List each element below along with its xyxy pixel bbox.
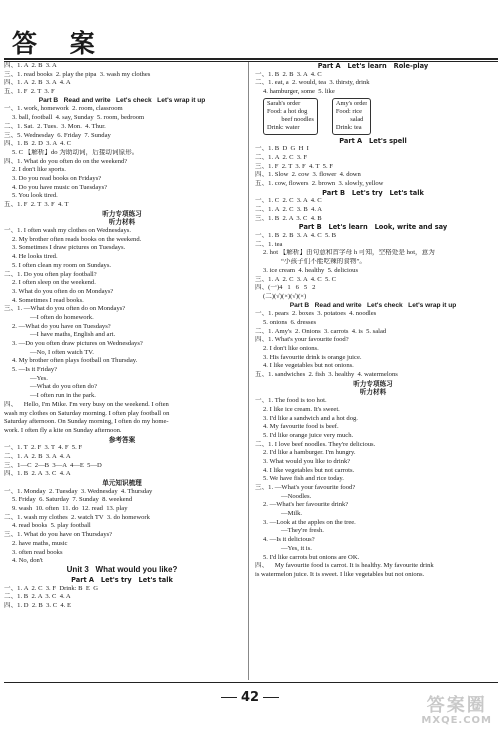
- answer-line: 5. I'd like orange juice very much.: [263, 431, 354, 439]
- answer-line: 4. —Is it delicious?: [263, 536, 315, 544]
- answer-line: 4. He looks tired.: [12, 253, 58, 261]
- answer-line: 4. Do you have music on Tuesdays?: [12, 183, 108, 191]
- answer-line: 4. No, don't: [12, 557, 43, 565]
- answer-line: —Noodles.: [281, 492, 312, 500]
- answer-line: 三、1. read books 2. play the pipa 3. wash my clothes: [4, 70, 151, 78]
- answer-line: 一、1. A 2. C 3. F Drink: B E G: [4, 584, 98, 592]
- order-line: Sarah's order: [267, 99, 301, 107]
- footer-rule: [4, 682, 498, 683]
- answer-line: 4. I like vegetables but not carrots.: [263, 466, 355, 474]
- answer-line: 二、1. tea: [255, 240, 283, 248]
- answer-line: 5. Friday 6. Saturday 7. Sunday 8. weekend: [12, 496, 133, 504]
- answer-line: 三、1. —What's your favourite food?: [255, 484, 356, 491]
- answer-line: 3. What would you like to drink?: [263, 457, 351, 465]
- answer-line: 3. His favourite drink is orange juice.: [263, 353, 362, 361]
- answer-line: work. I often fly a kite on Sunday afternoon.: [4, 426, 122, 434]
- answer-line: 4. I like vegetables but not onions.: [263, 362, 354, 370]
- page-number-dash-left: [221, 697, 237, 698]
- answer-line: 三、5. Wednesday 6. Friday 7. Sunday: [4, 131, 111, 139]
- order-line: Drink: tea: [335, 124, 362, 132]
- order-line: Food: a hot dog: [267, 107, 308, 115]
- section-heading: 参考答案: [108, 435, 136, 444]
- answer-line: 5. I often clean my room on Sundays.: [12, 261, 112, 269]
- answer-line: 5. I'd like carrots but onions are OK.: [263, 553, 360, 561]
- section-heading: Part B Let's learn Look, write and say: [298, 223, 448, 232]
- answer-line: 一、1. B 2. B 3. A 4. C: [255, 70, 322, 78]
- answer-line: 3. Sometimes I draw pictures on Tuesdays.: [12, 244, 126, 252]
- page-number-dash-right: [263, 697, 279, 698]
- answer-line: 2. hot 【解析】由句意和首字母 h 可知，空格处是 hot，意为: [263, 249, 435, 257]
- answer-line: 二、1. A 2. C 3. F: [255, 153, 308, 161]
- answer-line: 2. I like ice cream. It's sweet.: [263, 405, 340, 413]
- order-line: Food: rice: [335, 107, 362, 115]
- answer-line: 四、1. D 2. B 3. C 4. E: [4, 601, 72, 609]
- answer-line: 二、1. Sat. 2. Tues. 3. Mon. 4. Thur.: [4, 122, 106, 130]
- answer-line: 二、1. B 2. A 3. C 4. A: [4, 593, 71, 601]
- answer-line: 四、1. B 2. A 3. C 4. A: [4, 470, 71, 478]
- answer-line: —I often run in the park.: [30, 392, 96, 400]
- answer-line: 二、1. wash my clothes 2. watch TV 3. do homework: [4, 513, 150, 521]
- answer-line: 3. often read books: [12, 548, 63, 556]
- answer-line: —I often do homework.: [30, 313, 94, 321]
- answer-line: “小孩子们不能吃辣的食物”。: [281, 258, 366, 266]
- answer-line: 5. We have fish and rice today.: [263, 475, 344, 483]
- answer-line: 三、1. A 2. C 3. A 4. C 5. C: [255, 275, 336, 283]
- answer-line: 四、1. What's your favourite food?: [255, 336, 349, 344]
- answer-line: 3. ball, football 4. say, Sunday 5. room, bedroom: [12, 114, 145, 122]
- section-heading: Part A Let's try Let's talk: [71, 575, 173, 584]
- column-divider: [248, 62, 249, 680]
- answer-line: Saturday afternoon. On Sunday morning, I often do my home-: [4, 418, 169, 426]
- answer-line: (二)(√)(×)(√)(×): [263, 292, 307, 300]
- section-heading: Part B Read and write Let's check Let's wrap it up: [289, 301, 457, 309]
- answer-line: 3. I'd like a sandwich and a hot dog.: [263, 414, 358, 422]
- answer-line: —They're fresh.: [281, 527, 324, 535]
- answer-line: 3. Do you read books on Fridays?: [12, 174, 102, 182]
- answer-line: 2. —What do you have on Tuesdays?: [12, 322, 111, 330]
- order-line: salad: [335, 116, 364, 124]
- answer-line: 2. have maths, music: [12, 539, 68, 547]
- answer-line: 3. What do you often do on Mondays?: [12, 287, 114, 295]
- order-boxes: [255, 98, 491, 135]
- answer-line: 4. Sometimes I read books.: [12, 296, 84, 304]
- section-heading: Part B Let's try Let's talk: [322, 188, 424, 197]
- answer-line: 2. —What's her favourite drink?: [263, 501, 349, 509]
- answer-line: 五、1. cow, flowers 2. brown 3. slowly, yellow: [255, 179, 384, 187]
- answer-line: wash my clothes on Saturday morning. I often play football on: [4, 409, 170, 417]
- answer-line: —What do you often do?: [30, 383, 98, 391]
- section-heading: Part A Let's spell: [339, 136, 407, 145]
- order-line: beef noodles: [267, 116, 314, 124]
- section-heading: Unit 3 What would you like?: [66, 565, 178, 574]
- answer-line: 四、1. A 2. B 3. A 4. A: [4, 79, 71, 87]
- order-line: Amy's order: [335, 99, 368, 107]
- answer-line: —Milk.: [281, 510, 303, 518]
- answer-line: 三、1. B 2. A 3. C 4. B: [255, 214, 322, 222]
- answer-line: 2. I don't like sports.: [12, 166, 66, 174]
- section-heading: 听力专项练习: [102, 209, 142, 218]
- answer-line: 五、1. F 2. T 3. F: [4, 88, 55, 96]
- answer-line: 二、1. I love beef noodles. They're delicious.: [255, 440, 376, 448]
- answer-line: 5. You look tired.: [12, 192, 58, 200]
- answer-line: 4. My brother often plays football on Thursday.: [12, 357, 138, 365]
- answer-line: 二、1. eat, a 2. would, tea 3. thirsty, drink: [255, 79, 370, 87]
- answer-line: 三、1. F 2. T 3. F 4. T 5. F: [255, 162, 333, 170]
- section-heading: 单元知识梳理: [102, 479, 142, 487]
- section-heading: 听力专项练习: [353, 379, 393, 388]
- answer-line: 一、1. Monday 2. Tuesday 3. Wednesday 4. Thursday: [4, 487, 153, 495]
- answer-line: 四、(一)4 1 6 5 2: [255, 284, 316, 292]
- answer-line: 四、1. Slow 2. cow 3. flower 4. down: [255, 171, 361, 179]
- watermark-logo: [421, 696, 492, 726]
- answer-line: 4. My favourite food is beef.: [263, 423, 339, 431]
- answer-line: 四、 Hello, I'm Mike. I'm very busy on the weekend. I often: [4, 400, 169, 408]
- section-heading: 听力材料: [359, 388, 387, 397]
- order-line: Drink: water: [267, 124, 300, 132]
- answer-line: 2. I'd like a hamburger. I'm hungry.: [263, 449, 356, 457]
- answer-line: 四、1. B 2. D 3. A 4. C: [4, 140, 72, 148]
- answer-line: 一、1. pears 2. boxes 3. potatoes 4. noodles: [255, 310, 377, 318]
- answer-line: —Yes, it is.: [281, 544, 312, 552]
- answer-line: 二、1. A 2. B 3. A 4. A: [4, 452, 71, 460]
- answer-line: 一、1. I often wash my clothes on Wednesdays.: [4, 227, 131, 235]
- answer-line: 五、1. sandwiches 2. fish 3. healthy 4. watermelons: [255, 371, 398, 379]
- answer-line: 三、1. —What do you often do on Mondays?: [4, 305, 126, 313]
- right-column-bottom: [255, 137, 491, 580]
- right-column: [255, 62, 491, 580]
- answer-line: 5. onions 6. dresses: [263, 318, 317, 326]
- left-column: [4, 62, 240, 611]
- answer-line: —No, I often watch TV.: [30, 348, 94, 356]
- answer-line: 一、1. The food is too hot.: [255, 397, 327, 405]
- answer-line: —I have maths, English and art.: [30, 331, 116, 339]
- answer-line: 4. hamburger, some 5. like: [263, 88, 335, 96]
- watermark-main: 答案圈: [426, 695, 487, 716]
- answer-line: 2. I don't like onions.: [263, 345, 319, 352]
- answer-line: is watermelon juice. It is sweet. I like vegetables but not onions.: [255, 570, 425, 578]
- answer-line: 3. —Do you often draw pictures on Wednesdays?: [12, 340, 143, 347]
- answer-line: 二、1. Do you often play football?: [4, 270, 97, 278]
- answer-line: 三、1. What do you have on Thursdays?: [4, 531, 113, 539]
- watermark-sub: MXQE.COM: [421, 715, 492, 726]
- answer-line: 四、1. What do you often do on the weekend?: [4, 157, 128, 165]
- answer-line: 5. C 【解析】do 为助动词，后接动词原形。: [12, 148, 139, 156]
- answer-line: 四、 My favourite food is carrot. It is healthy. My favourite drink: [255, 562, 434, 570]
- answer-line: 3. —Look at the apples on the tree.: [263, 518, 356, 526]
- answer-line: 一、1. work, homework 2. room, classroom: [4, 105, 123, 113]
- answer-line: 三、1—C 2—B 3—A 4—E 5—D: [4, 461, 102, 469]
- answer-line: 一、1. T 2. F 3. T 4. F 5. F: [4, 444, 83, 452]
- page-title: 答 案: [12, 29, 107, 58]
- answer-line: 4. read books 5. play football: [12, 522, 91, 530]
- section-heading: Part B Read and write Let's check Let's wrap it up: [38, 96, 206, 104]
- answer-line: 五、1. F 2. T 3. F 4. T: [4, 201, 69, 208]
- answer-line: 2. I often sleep on the weekend.: [12, 279, 96, 287]
- page-number-text: 42: [240, 690, 260, 705]
- section-heading: 听力材料: [108, 218, 136, 227]
- answer-line: 一、1. B 2. B 3. A 4. C 5. B: [255, 232, 336, 240]
- answer-line: 5. —Is it Friday?: [12, 366, 58, 374]
- section-heading: Part A Let's learn Role-play: [317, 62, 429, 70]
- answer-line: 四、1. A 2. B 3. A: [4, 62, 57, 69]
- answer-line: 3. ice cream 4. healthy 5. delicious: [263, 266, 359, 274]
- answer-line: 二、1. Amy's 2. Onions 3. carrots 4. is 5. salad: [255, 327, 387, 335]
- header-rule: [4, 58, 498, 60]
- answer-line: —Yes.: [30, 374, 48, 382]
- answer-line: 2. My brother often reads books on the weekend.: [12, 235, 142, 243]
- answer-line: 一、1. B D G H I: [255, 145, 309, 153]
- order-box: [332, 98, 372, 135]
- right-column-top: [255, 62, 491, 97]
- answer-line: 二、1. A 2. C 3. B 4. A: [255, 206, 323, 213]
- answer-line: 一、1. C 2. C 3. A 4. C: [255, 197, 322, 205]
- answer-line: 9. wash 10. often 11. do 12. read 13. play: [12, 505, 128, 513]
- order-box: [263, 98, 318, 135]
